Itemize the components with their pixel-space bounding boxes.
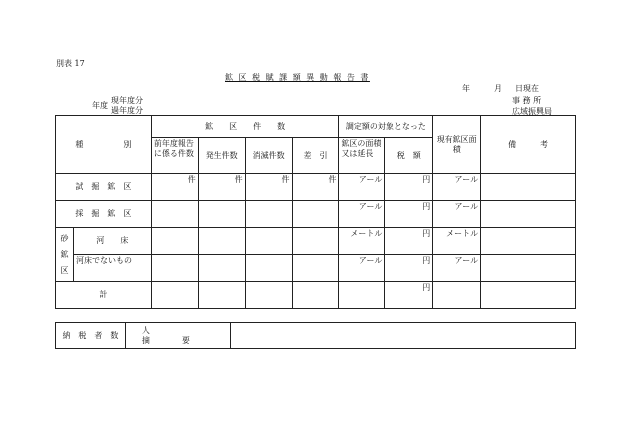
empty-cell — [292, 255, 339, 282]
unit-cell: 件 — [151, 174, 198, 201]
date-suffix: 日現在 — [515, 84, 539, 93]
unit-cell: アール — [339, 174, 385, 201]
unit-cell: メートル — [339, 228, 385, 255]
taxpayers-label: 納 税 者 数 — [56, 323, 126, 349]
unit-cell: メートル — [433, 228, 481, 255]
table-row — [56, 282, 576, 309]
office-label: 事 務 所 — [512, 96, 542, 105]
bureau-label: 広域振興局 — [512, 107, 552, 116]
remarks-cell — [481, 201, 576, 228]
unit-cell: 件 — [292, 174, 339, 201]
empty-cell — [198, 282, 245, 309]
diff-header: 差 引 — [292, 138, 339, 174]
taxpayers-unit: 人 — [141, 325, 150, 335]
empty-cell — [198, 201, 245, 228]
unit-cell: 円 — [385, 201, 433, 228]
unit-cell: 円 — [385, 174, 433, 201]
unit-cell: アール — [433, 174, 481, 201]
unit-cell: アール — [433, 201, 481, 228]
taxpayers-value-cell — [125, 323, 230, 349]
remarks-cell — [481, 174, 576, 201]
current-area-header: 現有鉱区面 積 — [433, 116, 481, 174]
row-label: 採 掘 鉱 区 — [56, 201, 152, 228]
empty-cell — [339, 282, 385, 309]
empty-cell — [433, 282, 481, 309]
empty-cell — [245, 228, 292, 255]
type-header: 種 別 — [56, 116, 152, 174]
row-label: 河 床 — [73, 228, 151, 255]
empty-cell — [245, 282, 292, 309]
lost-count-header: 消滅件数 — [245, 138, 292, 174]
remarks-header: 備 考 — [481, 116, 576, 174]
unit-cell: アール — [339, 255, 385, 282]
empty-cell — [151, 255, 198, 282]
report-table — [55, 115, 576, 309]
row-label: 河床でないもの — [73, 255, 151, 282]
empty-cell — [151, 282, 198, 309]
remarks-cell — [481, 228, 576, 255]
unit-cell: 円 — [385, 228, 433, 255]
table-row — [56, 255, 576, 282]
unit-cell: 円 — [385, 255, 433, 282]
total-yen-cell: 円 — [385, 282, 433, 309]
empty-cell — [198, 228, 245, 255]
remarks-cell — [481, 282, 576, 309]
prev-count-header: 前年度報告に係る件数 — [151, 138, 198, 174]
empty-cell — [292, 282, 339, 309]
summary-label: 摘 要 — [141, 335, 190, 345]
table-row — [56, 228, 576, 255]
empty-cell — [151, 228, 198, 255]
summary-cell — [230, 323, 575, 349]
empty-cell — [292, 201, 339, 228]
unit-cell: アール — [339, 201, 385, 228]
fiscal-past: 過年度分 — [111, 106, 143, 115]
date-month: 月 — [494, 84, 502, 93]
fiscal-label: 年度 — [92, 101, 108, 110]
empty-cell — [292, 228, 339, 255]
tax-header: 税 額 — [385, 138, 433, 174]
form-number: 別表 17 — [56, 59, 85, 68]
count-group-header: 鉱 区 件 数 — [151, 116, 339, 138]
fiscal-current: 現年度分 — [111, 96, 143, 105]
unit-cell: 件 — [198, 174, 245, 201]
sand-group-label: 砂鉱区 — [56, 228, 74, 282]
total-label: 計 — [56, 282, 152, 309]
summary-table — [55, 322, 576, 349]
area-header: 鉱区の面積又は延長 — [339, 138, 385, 174]
table-row — [56, 201, 576, 228]
empty-cell — [198, 255, 245, 282]
remarks-cell — [481, 255, 576, 282]
row-label: 試 掘 鉱 区 — [56, 174, 152, 201]
empty-cell — [151, 201, 198, 228]
unit-cell: 件 — [245, 174, 292, 201]
unit-cell: アール — [433, 255, 481, 282]
table-row — [56, 174, 576, 201]
adjust-group-header: 調定額の対象となった — [339, 116, 433, 138]
new-count-header: 発生件数 — [198, 138, 245, 174]
document-title: 鉱 区 税 賦 課 額 異 動 報 告 書 — [225, 73, 370, 82]
empty-cell — [245, 255, 292, 282]
empty-cell — [245, 201, 292, 228]
date-year: 年 — [462, 84, 470, 93]
